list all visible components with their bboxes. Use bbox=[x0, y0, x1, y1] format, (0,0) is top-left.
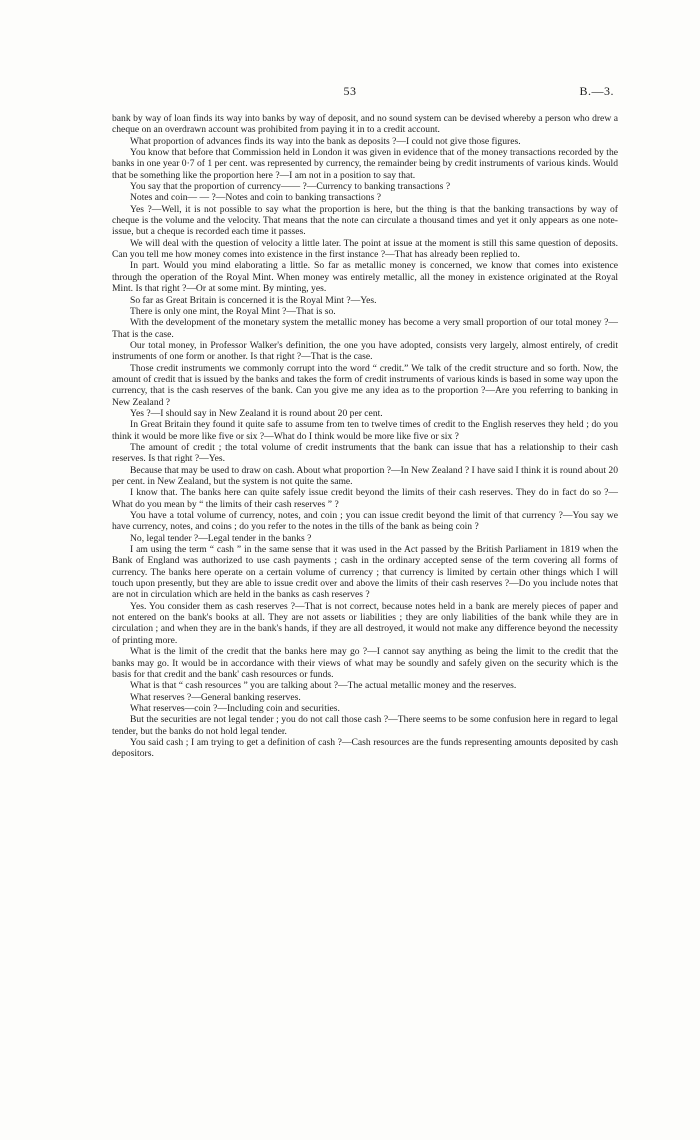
paragraph: Our total money, in Professor Walker's definition, the one you have adopted, consists very largely, almost entirely, of credit instruments of one form or another. Is that right ?—That is the case. bbox=[112, 339, 618, 363]
paragraph: There is only one mint, the Royal Mint ?—That is so. bbox=[130, 305, 336, 317]
paragraph: Notes and coin— — ?—Notes and coin to banking transactions ? bbox=[130, 192, 381, 204]
paragraph: You said cash ; I am trying to get a definition of cash ?—Cash resources are the funds representing amounts deposited by cash depositors. bbox=[112, 736, 618, 760]
paragraph: What is that “ cash resources ” you are talking about ?—The actual metallic money and the reserves. bbox=[130, 680, 517, 692]
paragraph: What proportion of advances finds its way into the bank as deposits ?—I could not give those figures. bbox=[130, 135, 521, 147]
paragraph: Yes ?—Well, it is not possible to say what the proportion is here, but the thing is that the banking transactions by way of cheque is the volume and the velocity. That means that the note can circulate a thousand times and yet it only appears as one note-issue, but a cheque is recorded each time it passes. bbox=[112, 203, 618, 238]
body-text bbox=[112, 113, 618, 760]
paragraph: Those credit instruments we commonly corrupt into the word “ credit.” We talk of the credit structure and so forth. Now, the amount of credit that is issued by the banks and takes the form of credit instruments of various kinds is based in some way upon the currency, that is the cash reserves of the bank. Can you give me any idea as to the proportion ?—Are you referring to banking in New Zealand ? bbox=[112, 362, 618, 408]
paragraph: You say that the proportion of currency—— ?—Currency to banking transactions ? bbox=[130, 181, 451, 193]
paragraph: Yes. You consider them as cash reserves ?—That is not correct, because notes held in a bank are merely pieces of paper and not entered on the bank's books at all. They are not assets or liabilities ; they are only liabilities of the bank while they are in circulation ; and when they are in the bank's hands, if they are all destroyed, it would not make any difference beyond the necessity of printing more. bbox=[112, 600, 618, 646]
paragraph: Yes ?—I should say in New Zealand it is round about 20 per cent. bbox=[130, 407, 383, 419]
paragraph: I know that. The banks here can quite safely issue credit beyond the limits of their cash reserves. They do in fact do so ?—What do you mean by “ the limits of their cash reserves ” ? bbox=[112, 487, 618, 510]
paragraph: Because that may be used to draw on cash. About what proportion ?—In New Zealand ? I have said I think it is round about 20 per cent. in New Zealand, but the system is not quite the same. bbox=[112, 464, 618, 487]
paragraph: In part. Would you mind elaborating a little. So far as metallic money is concerned, we know that comes into existence through the operation of the Royal Mint. When money was entirely metallic, all the money in existence originated at the Royal Mint. Is that right ?—Or at some mint. By minting, yes. bbox=[112, 260, 618, 295]
paragraph: But the securities are not legal tender ; you do not call those cash ?—There seems to be some confusion here in regard to legal tender, but the banks do not hold legal tender. bbox=[112, 714, 618, 737]
document-reference: B.—3. bbox=[579, 84, 614, 98]
paragraph: What reserves ?—General banking reserves. bbox=[130, 691, 301, 703]
paragraph: So far as Great Britain is concerned it is the Royal Mint ?—Yes. bbox=[130, 294, 377, 306]
paragraph: No, legal tender ?—Legal tender in the banks ? bbox=[130, 532, 312, 544]
paragraph: The amount of credit ; the total volume of credit instruments that the bank can issue that has a relationship to their cash reserves. Is that right ?—Yes. bbox=[112, 441, 618, 465]
page-number: 53 bbox=[343, 84, 357, 98]
paragraph: What is the limit of the credit that the banks here may go ?—I cannot say anything as being the limit to the credit that the banks may go. It would be in accordance with their views of what may be soundly and safely given on the security which is the basis for that credit and the bank' cash resources or funds. bbox=[112, 646, 618, 680]
paragraph: bank by way of loan finds its way into banks by way of deposit, and no sound system can be devised whereby a person who drew a cheque on an overdrawn account was prohibited from paying it in to a credit account. bbox=[112, 113, 618, 136]
paragraph: With the development of the monetary system the metallic money has become a very small proportion of our total money ?—That is the case. bbox=[112, 317, 618, 340]
paragraph: In Great Britain they found it quite safe to assume from ten to twelve times of credit to the English reserves they held ; do you think it would be more like five or six ?—What do I think would be more like five or six ? bbox=[112, 419, 618, 442]
paragraph: I am using the term “ cash ” in the same sense that it was used in the Act passed by the British Parliament in 1819 when the Bank of England was authorized to use cash payments ; cash in the ordinary accepted sense of the term covering all forms of currency. The banks here operate on a certain volume of currency ; that currency is limited by certain other things which I will touch upon presently, but they are able to issue credit over and above the limits of their cash reserves ?—Do you include notes that are not in circulation which are held in the banks as cash reserves ? bbox=[112, 544, 618, 601]
paragraph: What reserves—coin ?—Including coin and securities. bbox=[130, 702, 340, 714]
paragraph: You know that before that Commission held in London it was given in evidence that of the money transactions recorded by the banks in one year 0·7 of 1 per cent. was represented by currency, the remainder being by credit instruments of various kinds. Would that be something like the proportion here ?—I am not in a position to say that. bbox=[112, 147, 618, 181]
paragraph: We will deal with the question of velocity a little later. The point at issue at the moment is still this same question of deposits. Can you tell me how money comes into existence in the first instance ?—That has already been replied to. bbox=[112, 237, 618, 261]
paragraph: You have a total volume of currency, notes, and coin ; you can issue credit beyond the limit of that currency ?—You say we have currency, notes, and coins ; do you refer to the notes in the tills of the bank as being coin ? bbox=[112, 510, 618, 533]
